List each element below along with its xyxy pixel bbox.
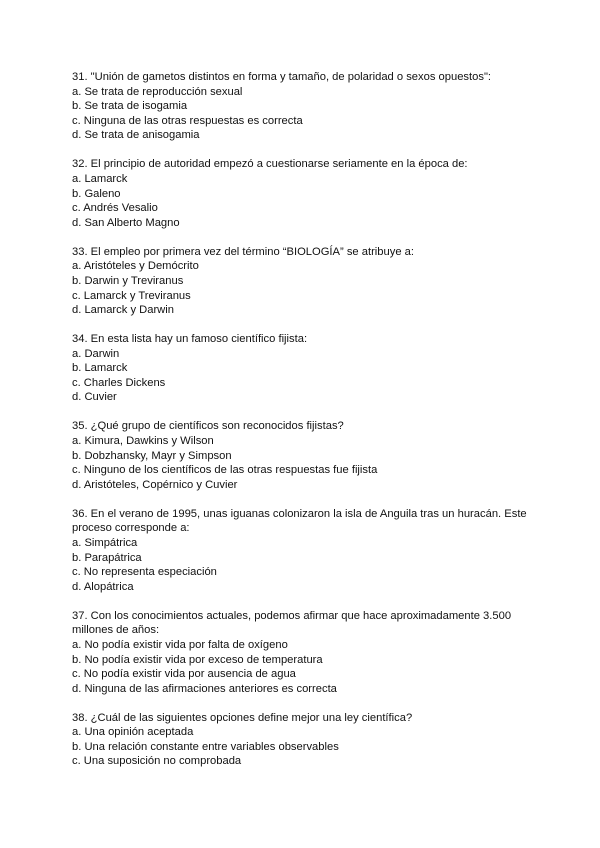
option-c: c. Ninguno de los científicos de las otras respuestas fue fijista <box>72 464 378 477</box>
question-31 <box>72 70 542 143</box>
option-a: a. Se trata de reproducción sexual <box>72 85 243 98</box>
option-a: a. Simpátrica <box>72 536 138 549</box>
question-33 <box>72 245 542 318</box>
document-page <box>72 70 542 783</box>
option-d: d. Cuvier <box>72 391 117 404</box>
option-b: b. Una relación constante entre variables observables <box>72 740 339 753</box>
option-b: b. Se trata de isogamia <box>72 100 188 113</box>
question-stem: 32. El principio de autoridad empezó a cuestionarse seriamente en la época de: <box>72 158 468 171</box>
option-c: c. Ninguna de las otras respuestas es correcta <box>72 114 303 127</box>
option-a: a. Aristóteles y Demócrito <box>72 260 199 273</box>
option-c: c. Una suposición no comprobada <box>72 755 242 768</box>
question-stem: 36. En el verano de 1995, unas iguanas colonizaron la isla de Anguila tras un huracán. Este proceso corresponde a: <box>72 507 527 535</box>
option-b: b. Parapátrica <box>72 551 142 564</box>
question-36 <box>72 507 542 595</box>
option-d: d. San Alberto Magno <box>72 216 180 229</box>
option-a: a. Lamarck <box>72 172 128 185</box>
question-35 <box>72 419 542 492</box>
option-b: b. Darwin y Treviranus <box>72 274 184 287</box>
question-stem: 37. Con los conocimientos actuales, podemos afirmar que hace aproximadamente 3.500 millones de años: <box>72 609 512 637</box>
question-34 <box>72 332 542 405</box>
option-c: c. No representa especiación <box>72 566 217 579</box>
option-c: c. Charles Dickens <box>72 376 166 389</box>
option-d: d. Lamarck y Darwin <box>72 304 174 317</box>
option-d: d. Aristóteles, Copérnico y Cuvier <box>72 478 238 491</box>
option-d: d. Se trata de anisogamia <box>72 129 200 142</box>
question-stem: 34. En esta lista hay un famoso científico fijista: <box>72 333 308 346</box>
option-a: a. Darwin <box>72 347 120 360</box>
option-a: a. Kimura, Dawkins y Wilson <box>72 435 214 448</box>
option-b: b. No podía existir vida por exceso de temperatura <box>72 653 323 666</box>
option-c: c. Lamarck y Treviranus <box>72 289 191 302</box>
question-stem: 33. El empleo por primera vez del término “BIOLOGÍA” se atribuye a: <box>72 245 414 258</box>
question-stem: 31. "Unión de gametos distintos en forma y tamaño, de polaridad o sexos opuestos": <box>72 71 492 83</box>
option-a: a. No podía existir vida por falta de oxígeno <box>72 638 288 651</box>
option-a: a. Una opinión aceptada <box>72 726 194 739</box>
question-37 <box>72 609 542 697</box>
option-b: b. Galeno <box>72 187 121 200</box>
option-b: b. Dobzhansky, Mayr y Simpson <box>72 449 232 462</box>
question-38 <box>72 711 542 769</box>
question-32 <box>72 157 542 230</box>
option-d: d. Alopátrica <box>72 580 134 593</box>
option-b: b. Lamarck <box>72 362 128 375</box>
option-c: c. Andrés Vesalio <box>72 202 158 215</box>
option-c: c. No podía existir vida por ausencia de agua <box>72 668 296 681</box>
option-d: d. Ninguna de las afirmaciones anteriores es correcta <box>72 682 337 695</box>
question-stem: 38. ¿Cuál de las siguientes opciones define mejor una ley científica? <box>72 711 413 724</box>
question-stem: 35. ¿Qué grupo de científicos son reconocidos fijistas? <box>72 420 344 433</box>
